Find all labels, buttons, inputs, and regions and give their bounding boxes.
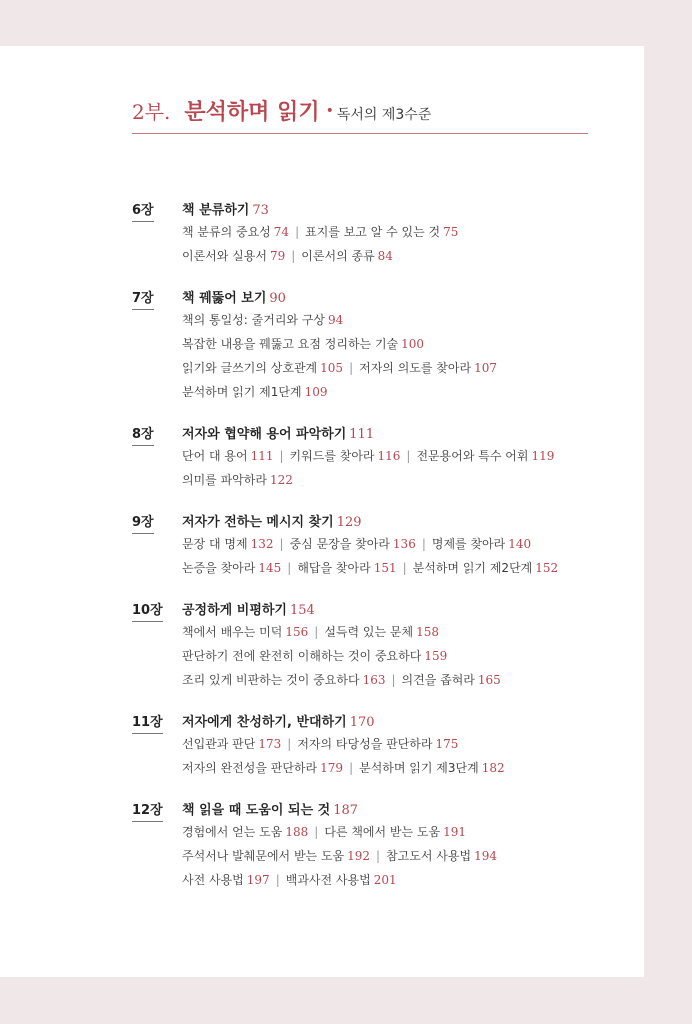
chapter-page-number: 129 bbox=[336, 515, 362, 530]
section-page-number: 158 bbox=[416, 625, 440, 639]
section-entry[interactable] bbox=[182, 761, 343, 775]
separator: | bbox=[279, 449, 284, 463]
section-entry[interactable] bbox=[297, 561, 396, 575]
section-page-number: 163 bbox=[362, 673, 386, 687]
section-page-number: 159 bbox=[424, 649, 448, 663]
chapter-number: 11장 bbox=[132, 711, 163, 734]
section-title: 표지를 보고 알 수 있는 것 bbox=[305, 225, 441, 239]
section-title: 분석하며 읽기 제1단계 bbox=[182, 385, 302, 399]
section-list bbox=[182, 824, 497, 896]
chapter-title: 저자에게 찬성하기, 반대하기 bbox=[182, 715, 347, 730]
section-title: 설득력 있는 문체 bbox=[324, 625, 414, 639]
section-entry[interactable] bbox=[182, 737, 281, 751]
section-title: 참고도서 사용법 bbox=[386, 849, 472, 863]
section-line bbox=[182, 360, 497, 384]
section-line bbox=[182, 560, 558, 584]
part-subtitle: 독서의 제3수준 bbox=[336, 107, 432, 123]
chapter-page-number: 187 bbox=[333, 803, 359, 818]
section-line bbox=[182, 760, 505, 784]
section-title: 백과사전 사용법 bbox=[285, 873, 371, 887]
header-divider bbox=[132, 133, 588, 134]
chapter-number: 8장 bbox=[132, 423, 154, 446]
section-page-number: 116 bbox=[377, 449, 401, 463]
bullet-icon: • bbox=[325, 103, 334, 119]
chapter-title-link[interactable] bbox=[182, 711, 375, 730]
section-title: 의견을 좁혀라 bbox=[401, 673, 475, 687]
section-line bbox=[182, 536, 558, 560]
section-entry[interactable] bbox=[182, 225, 289, 239]
section-line bbox=[182, 736, 505, 760]
section-title: 저자의 의도를 찾아라 bbox=[359, 361, 472, 375]
section-entry[interactable] bbox=[182, 625, 308, 639]
section-page-number: 132 bbox=[250, 537, 274, 551]
section-title: 읽기와 글쓰기의 상호관계 bbox=[182, 361, 318, 375]
section-entry[interactable] bbox=[301, 249, 393, 263]
chapter-title: 저자와 협약해 용어 파악하기 bbox=[182, 427, 347, 442]
part-header bbox=[132, 95, 431, 126]
section-title: 경험에서 얻는 도움 bbox=[182, 825, 283, 839]
section-entry[interactable] bbox=[182, 337, 424, 351]
section-page-number: 136 bbox=[392, 537, 416, 551]
section-title: 책 분류의 중요성 bbox=[182, 225, 271, 239]
section-title: 분석하며 읽기 제2단계 bbox=[412, 561, 533, 575]
section-page-number: 122 bbox=[269, 473, 293, 487]
section-line bbox=[182, 312, 497, 336]
section-list bbox=[182, 224, 458, 272]
section-entry[interactable] bbox=[359, 761, 505, 775]
section-page-number: 151 bbox=[373, 561, 397, 575]
section-title: 조리 있게 비판하는 것이 중요하다 bbox=[182, 673, 360, 687]
chapter-number: 10장 bbox=[132, 599, 163, 622]
chapter-number: 6장 bbox=[132, 199, 154, 222]
section-page-number: 94 bbox=[328, 313, 344, 327]
chapter-title-link[interactable] bbox=[182, 799, 358, 818]
section-entry[interactable] bbox=[182, 473, 293, 487]
section-page-number: 201 bbox=[373, 873, 397, 887]
section-page-number: 156 bbox=[285, 625, 309, 639]
section-entry[interactable] bbox=[182, 561, 281, 575]
chapter-title-link[interactable] bbox=[182, 599, 315, 618]
section-page-number: 192 bbox=[347, 849, 371, 863]
section-line bbox=[182, 648, 501, 672]
section-title: 판단하기 전에 완전히 이해하는 것이 중요하다 bbox=[182, 649, 422, 663]
chapter-title-link[interactable] bbox=[182, 511, 362, 530]
section-entry[interactable] bbox=[182, 649, 447, 663]
section-title: 중심 문장을 찾아라 bbox=[289, 537, 390, 551]
section-page-number: 197 bbox=[246, 873, 270, 887]
section-page-number: 140 bbox=[508, 537, 532, 551]
section-page-number: 105 bbox=[320, 361, 344, 375]
section-entry[interactable] bbox=[182, 825, 308, 839]
separator: | bbox=[349, 361, 354, 375]
section-entry[interactable] bbox=[359, 361, 497, 375]
section-title: 의미를 파악하라 bbox=[182, 473, 267, 487]
section-entry[interactable] bbox=[182, 849, 370, 863]
chapter-page-number: 73 bbox=[252, 203, 269, 218]
section-title: 명제를 찾아라 bbox=[431, 537, 506, 551]
chapter-title-link[interactable] bbox=[182, 423, 374, 442]
section-line bbox=[182, 848, 497, 872]
section-list bbox=[182, 736, 505, 784]
section-entry[interactable] bbox=[182, 449, 274, 463]
section-title: 사전 사용법 bbox=[182, 873, 244, 887]
part-number: 2부. bbox=[132, 100, 171, 124]
section-line bbox=[182, 472, 554, 496]
chapter-page-number: 90 bbox=[269, 291, 286, 306]
separator: | bbox=[314, 625, 319, 639]
section-title: 해답을 찾아라 bbox=[297, 561, 371, 575]
section-page-number: 107 bbox=[474, 361, 497, 375]
section-entry[interactable] bbox=[182, 313, 343, 327]
section-entry[interactable] bbox=[182, 873, 270, 887]
section-page-number: 188 bbox=[285, 825, 309, 839]
section-entry[interactable] bbox=[182, 385, 328, 399]
separator: | bbox=[376, 849, 381, 863]
section-list bbox=[182, 448, 554, 496]
section-entry[interactable] bbox=[324, 625, 439, 639]
section-line bbox=[182, 384, 497, 408]
section-entry[interactable] bbox=[413, 561, 559, 575]
section-line bbox=[182, 336, 497, 360]
section-page-number: 165 bbox=[477, 673, 501, 687]
section-title: 책의 통일성: 줄거리와 구상 bbox=[182, 313, 325, 327]
section-line bbox=[182, 448, 554, 472]
separator: | bbox=[295, 225, 300, 239]
section-entry[interactable] bbox=[286, 873, 397, 887]
chapter-title-link[interactable] bbox=[182, 199, 269, 218]
section-title: 저자의 타당성을 판단하라 bbox=[297, 737, 433, 751]
section-page-number: 75 bbox=[443, 225, 459, 239]
chapter-title: 책 꿰뚫어 보기 bbox=[182, 291, 267, 306]
chapter-title: 공정하게 비평하기 bbox=[182, 603, 287, 618]
section-title: 문장 대 명제 bbox=[182, 537, 248, 551]
chapter-title-link[interactable] bbox=[182, 287, 286, 306]
section-line bbox=[182, 248, 458, 272]
part-title: 분석하며 읽기 bbox=[184, 99, 320, 125]
section-line bbox=[182, 872, 497, 896]
section-entry[interactable] bbox=[182, 361, 343, 375]
section-page-number: 173 bbox=[258, 737, 282, 751]
section-entry[interactable] bbox=[290, 449, 401, 463]
section-title: 주석서나 발췌문에서 받는 도움 bbox=[182, 849, 345, 863]
separator: | bbox=[287, 561, 292, 575]
section-title: 분석하며 읽기 제3단계 bbox=[359, 761, 479, 775]
chapter-page-number: 154 bbox=[290, 603, 315, 618]
separator: | bbox=[275, 873, 280, 887]
chapter-page-number: 111 bbox=[349, 427, 375, 442]
chapter-title: 저자가 전하는 메시지 찾기 bbox=[182, 515, 334, 530]
section-title: 선입관과 판단 bbox=[182, 737, 256, 751]
section-title: 이론서의 종류 bbox=[301, 249, 375, 263]
separator: | bbox=[402, 561, 407, 575]
section-entry[interactable] bbox=[432, 537, 531, 551]
section-entry[interactable] bbox=[182, 537, 274, 551]
section-line bbox=[182, 672, 501, 696]
section-title: 저자의 완전성을 판단하라 bbox=[182, 761, 318, 775]
section-page-number: 74 bbox=[273, 225, 290, 239]
section-list bbox=[182, 624, 501, 696]
section-entry[interactable] bbox=[305, 225, 458, 239]
chapter-title: 책 분류하기 bbox=[182, 203, 250, 218]
section-page-number: 179 bbox=[320, 761, 344, 775]
section-entry[interactable] bbox=[324, 825, 466, 839]
section-list bbox=[182, 536, 558, 584]
section-list bbox=[182, 312, 497, 408]
chapter-title: 책 읽을 때 도움이 되는 것 bbox=[182, 803, 331, 818]
separator: | bbox=[279, 537, 284, 551]
section-entry[interactable] bbox=[402, 673, 501, 687]
section-page-number: 145 bbox=[258, 561, 282, 575]
section-entry[interactable] bbox=[416, 449, 554, 463]
separator: | bbox=[349, 761, 354, 775]
section-title: 단어 대 용어 bbox=[182, 449, 248, 463]
section-page-number: 175 bbox=[435, 737, 459, 751]
section-page-number: 194 bbox=[474, 849, 497, 863]
section-title: 복잡한 내용을 꿰뚫고 요점 정리하는 기술 bbox=[182, 337, 399, 351]
chapter-number: 7장 bbox=[132, 287, 154, 310]
separator: | bbox=[287, 737, 292, 751]
section-title: 책에서 배우는 미덕 bbox=[182, 625, 283, 639]
chapter-number: 9장 bbox=[132, 511, 154, 534]
chapter-number: 12장 bbox=[132, 799, 163, 822]
section-page-number: 79 bbox=[269, 249, 286, 263]
section-page-number: 84 bbox=[377, 249, 393, 263]
section-page-number: 109 bbox=[304, 385, 328, 399]
section-page-number: 100 bbox=[401, 337, 425, 351]
section-page-number: 152 bbox=[535, 561, 559, 575]
separator: | bbox=[391, 673, 396, 687]
section-line bbox=[182, 824, 497, 848]
section-page-number: 111 bbox=[250, 449, 274, 463]
section-line bbox=[182, 224, 458, 248]
section-title: 이론서와 실용서 bbox=[182, 249, 267, 263]
chapter-page-number: 170 bbox=[349, 715, 375, 730]
section-line bbox=[182, 624, 501, 648]
section-entry[interactable] bbox=[297, 737, 458, 751]
section-title: 키워드를 찾아라 bbox=[289, 449, 375, 463]
section-title: 다른 책에서 받는 도움 bbox=[324, 825, 441, 839]
separator: | bbox=[291, 249, 296, 263]
separator: | bbox=[314, 825, 319, 839]
section-entry[interactable] bbox=[182, 249, 285, 263]
section-page-number: 119 bbox=[531, 449, 555, 463]
section-entry[interactable] bbox=[386, 849, 497, 863]
separator: | bbox=[421, 537, 426, 551]
section-title: 논증을 찾아라 bbox=[182, 561, 256, 575]
section-entry[interactable] bbox=[290, 537, 416, 551]
section-page-number: 182 bbox=[481, 761, 505, 775]
separator: | bbox=[406, 449, 411, 463]
section-entry[interactable] bbox=[182, 673, 385, 687]
section-page-number: 191 bbox=[443, 825, 467, 839]
section-title: 전문용어와 특수 어휘 bbox=[416, 449, 529, 463]
